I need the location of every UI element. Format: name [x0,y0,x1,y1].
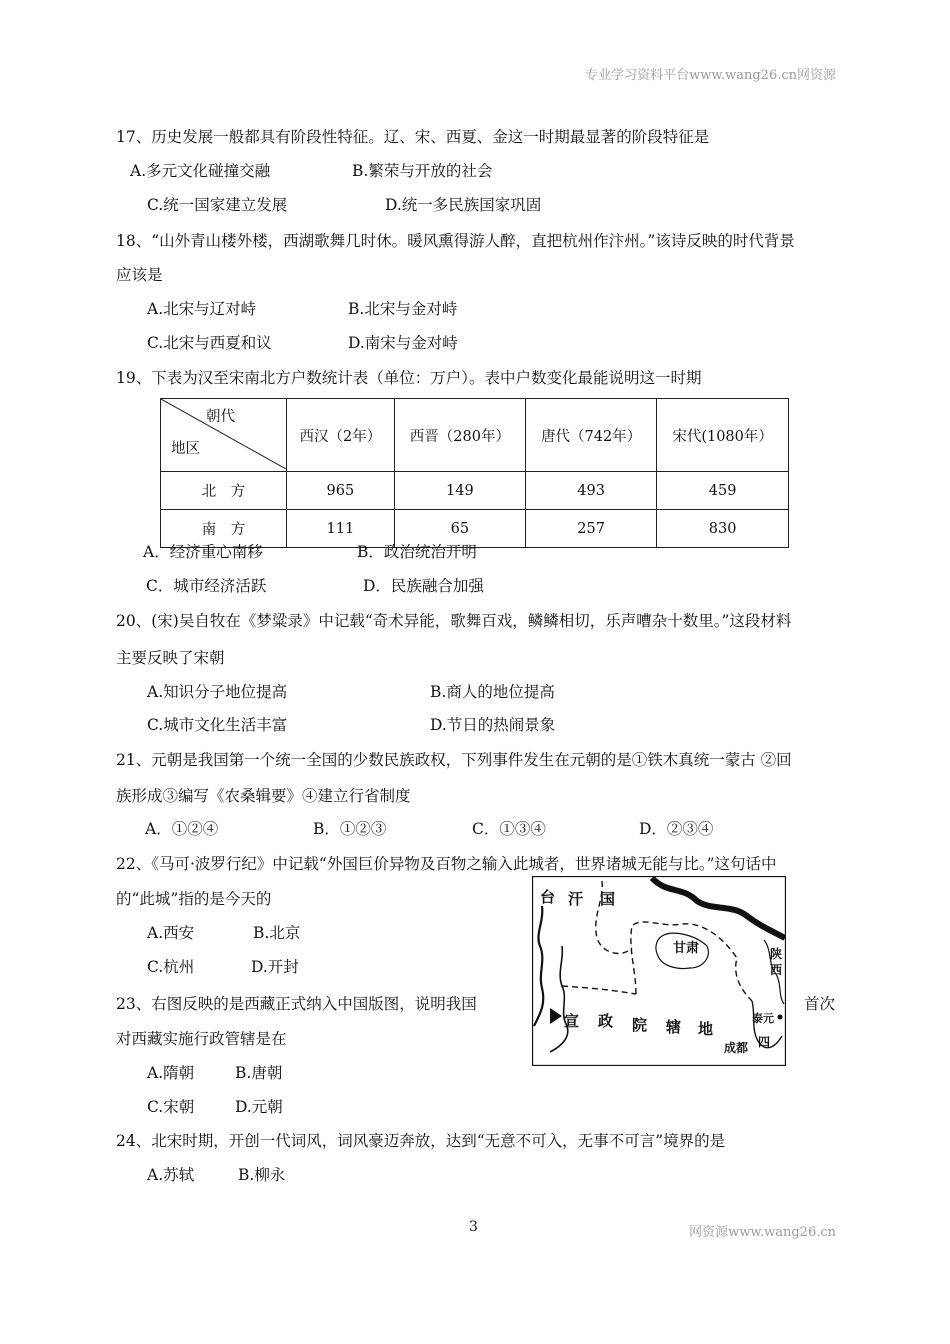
map-label: 陕 [770,947,783,961]
map-city-dot [778,1015,783,1020]
question-18-stem-line1: 18、“山外青山楼外楼，西湖歌舞几时休。暖风熏得游人醉，直把杭州作汴州。”该诗反映的时代背景 [116,232,795,250]
table-header-cell: 西汉（2年） [287,399,395,472]
table-corner-cell [161,399,287,472]
q17-option-c: C.统一国家建立发展 [147,196,288,214]
question-21-stem-line1: 21、元朝是我国第一个统一全国的少数民族政权，下列事件发生在元朝的是①铁木真统一蒙古 ②回 [116,751,792,769]
question-20-stem-line1: 20、(宋)吴自牧在《梦粱录》中记载“奇术异能，歌舞百戏，鳞鳞相切，乐声嘈杂十数里。”这段材料 [116,612,792,630]
corner-label-region: 地区 [171,441,200,457]
q18-option-d: D.南宋与金对峙 [348,334,458,352]
q17-option-b: B.繁荣与开放的社会 [352,162,493,180]
page-footer: 网资源www.wang26.cn [689,1225,836,1240]
table-header-cell: 宋代(1080年） [657,399,789,472]
table-cell: 459 [657,472,789,510]
table-cell: 65 [394,510,525,548]
q23-option-d: D.元朝 [235,1098,283,1116]
question-23-stem-line1-end: 首次 [804,995,836,1013]
table-cell: 493 [526,472,657,510]
map-label: 宣 [564,1012,580,1030]
page-header: 专业学习资料平台www.wang26.cn网资源 [585,68,836,83]
map-label: 院 [632,1016,648,1034]
q18-option-c: C.北宋与西夏和议 [147,334,272,352]
table-header-row [161,399,789,472]
q22-option-c: C.杭州 [147,958,195,976]
question-22-stem-line2: 的“此城”指的是今天的 [116,890,272,908]
table-cell: 111 [287,510,395,548]
page-number: 3 [469,1219,478,1235]
map-label: 地 [698,1020,714,1038]
map-label: 台 [540,888,556,906]
question-17-stem: 17、历史发展一般都具有阶段性特征。辽、宋、西夏、金这一时期最显著的阶段特征是 [116,128,710,146]
map-label: 政 [598,1012,614,1030]
q23-option-c: C.宋朝 [147,1098,195,1116]
question-22-stem-line1: 22、《马可·波罗行纪》中记载“外国巨价异物及百物之输入此城者，世界诸城无能与比。”这句话中 [116,855,777,873]
q20-option-d: D.节日的热闹景象 [430,716,556,734]
corner-label-dynasty: 朝代 [206,409,235,425]
map-label: 国 [600,890,616,908]
q20-option-a: A.知识分子地位提高 [147,683,288,701]
q21-option-c: C．①③④ [472,820,546,838]
question-18-stem-line2: 应该是 [116,266,163,284]
row-label: 北 方 [161,472,287,510]
q20-option-c: C.城市文化生活丰富 [147,716,288,734]
q24-option-a: A.苏轼 [147,1166,195,1184]
yuan-tibet-map [532,876,786,1066]
q19-option-a: A．经济重心南移 [143,543,263,561]
table-header-cell: 西晋（280年） [394,399,525,472]
map-label: 甘肃 [673,941,700,956]
q22-option-d: D.开封 [251,958,299,976]
map-label: 四 [758,1035,771,1049]
q19-option-d: D．民族融合加强 [363,577,484,595]
table-row [161,472,789,510]
q17-option-d: D.统一多民族国家巩固 [385,196,542,214]
map-label: 成都 [724,1041,749,1055]
question-24-stem: 24、北宋时期，开创一代词风，词风豪迈奔放，达到“无意不可入，无事不可言”境界的是 [116,1132,726,1150]
q18-option-a: A.北宋与辽对峙 [147,300,257,318]
map-label: 辖 [666,1018,682,1036]
table-cell: 149 [394,472,525,510]
question-23-stem-line1: 23、右图反映的是西藏正式纳入中国版图，说明我国 [116,995,477,1013]
q19-option-c: C．城市经济活跃 [146,577,267,595]
map-label: 泰元 [752,1012,774,1025]
q19-option-b: B．政治统治开明 [357,543,477,561]
q20-option-b: B.商人的地位提高 [430,683,555,701]
q22-option-a: A.西安 [147,924,195,942]
table-cell: 257 [526,510,657,548]
q21-option-a: A．①②④ [145,820,219,838]
question-21-stem-line2: 族形成③编写《农桑辑要》④建立行省制度 [116,787,411,805]
question-19-stem: 19、下表为汉至宋南北方户数统计表（单位：万户）。表中户数变化最能说明这一时期 [116,369,702,387]
q21-option-d: D．②③④ [639,820,714,838]
row-label: 南 方 [161,510,287,548]
q24-option-b: B.柳永 [238,1166,286,1184]
table-cell: 965 [287,472,395,510]
map-label: 汗 [568,890,584,908]
table-header-cell: 唐代（742年） [526,399,657,472]
q21-option-b: B．①②③ [313,820,387,838]
q22-option-b: B.北京 [253,924,301,942]
q23-option-b: B.唐朝 [235,1064,283,1082]
question-23-stem-line2: 对西藏实施行政管辖是在 [116,1030,287,1048]
q17-option-a: A.多元文化碰撞交融 [130,162,271,180]
table-cell: 830 [657,510,789,548]
map-label: 西 [770,963,783,977]
q23-option-a: A.隋朝 [147,1064,195,1082]
household-table [160,398,789,548]
question-20-stem-line2: 主要反映了宋朝 [116,649,225,667]
q18-option-b: B.北宋与金对峙 [348,300,458,318]
